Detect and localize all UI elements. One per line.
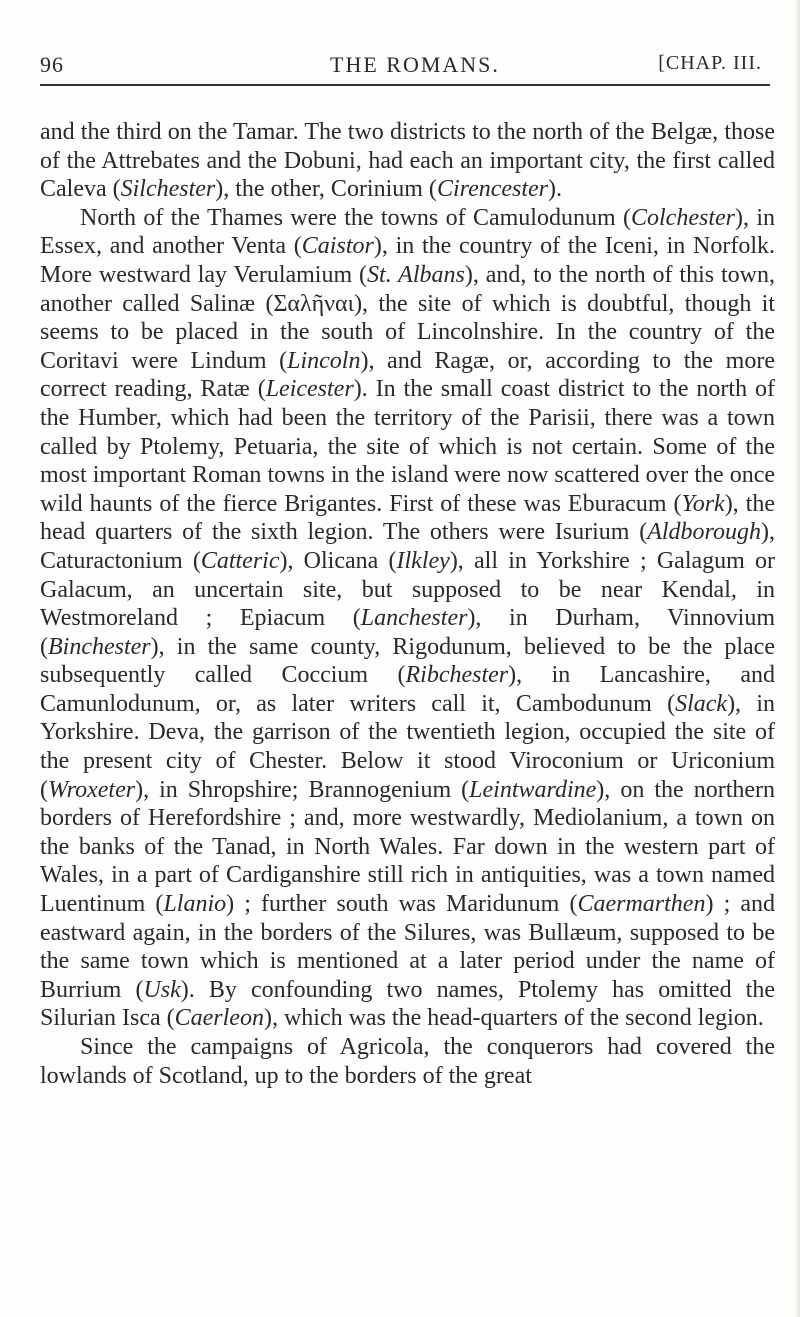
italic-place-name: Aldborough <box>647 519 761 546</box>
chapter-label: [CHAP. III. <box>658 52 762 74</box>
text-run: ). In the small coast district to the north of the Humber, which had been the territory of the Parisii, there was a town called by Ptolemy, Petuaria, the site of which is not certain. Some of the most important Roman towns in the island were now scattered over the once wild haunts of the fierce Brigantes. First of these was Eburacum ( <box>40 376 775 517</box>
paragraph <box>40 118 775 204</box>
text-run: ), which was the head-quarters of the second legion. <box>263 1005 764 1032</box>
text-run: and the third on the Tamar. The two districts to the north of the Belgæ, those of the Attrebates and the Dobuni, had each an important city, the first called Caleva ( <box>40 119 775 203</box>
text-run: ), in Durham, Vinnovium ( <box>40 605 775 660</box>
italic-place-name: Colchester <box>631 204 735 231</box>
running-title: THE ROMANS. <box>330 52 500 77</box>
italic-place-name: Lanchester <box>360 605 468 632</box>
italic-place-name: Ribchester <box>405 662 509 689</box>
text-run: North of the Thames were the towns of Camulodunum ( <box>80 204 631 231</box>
italic-place-name: Binchester <box>48 633 151 660</box>
page-edge <box>794 0 800 1317</box>
italic-place-name: St. Albans <box>367 261 465 288</box>
italic-place-name: Slack <box>675 690 728 717</box>
paragraph <box>40 204 775 1033</box>
text-run: ). By confounding two names, Ptolemy has omitted the Silurian Isca ( <box>40 976 776 1032</box>
text-run: ). <box>548 176 563 203</box>
text-run: ), Olicana ( <box>279 547 397 574</box>
running-head <box>40 52 770 82</box>
italic-place-name: Llanio <box>163 891 227 918</box>
italic-place-name: Silchester <box>120 176 216 203</box>
text-run: ) ; further south was Maridunum ( <box>226 891 578 918</box>
italic-place-name: Caermarthen <box>577 891 706 918</box>
text-run: ), in Shropshire; Brannogenium ( <box>135 776 470 803</box>
text-run: ) ; and eastward again, in the borders of the Silures, was Bullæum, supposed to be the same town which is mentioned at a later period under the name of Burrium ( <box>40 891 776 1003</box>
text-run: Since the campaigns of Agricola, the conquerors had covered the lowlands of Scotland, up to the borders of the great <box>40 1034 775 1089</box>
text-run: ), in the country of the Iceni, in Norfolk. More westward lay Verulamium ( <box>40 233 775 288</box>
italic-place-name: Leicester <box>265 376 354 403</box>
italic-place-name: Caistor <box>301 233 374 260</box>
text-run: ), all in Yorkshire ; Galagum or Galacum, an uncertain site, but supposed to be near Kendal, in Westmoreland ; Epiacum ( <box>40 547 776 632</box>
body-text <box>40 118 775 1090</box>
text-run: ), and Ragæ, or, according to the more correct reading, Ratæ ( <box>40 347 775 403</box>
italic-place-name: York <box>681 490 725 517</box>
italic-place-name: Usk <box>143 976 181 1003</box>
text-run: ), in Yorkshire. Deva, the garrison of the twentieth legion, occupied the site of the present city of Chester. Below it stood Viroconium or Uriconium ( <box>40 690 775 803</box>
italic-place-name: Wroxeter <box>48 776 136 803</box>
italic-place-name: Lincoln <box>287 347 361 374</box>
text-run: ), Caturactonium ( <box>40 519 775 574</box>
italic-place-name: Cirencester <box>436 176 549 203</box>
paragraph <box>40 1033 775 1090</box>
italic-place-name: Caerleon <box>174 1005 264 1032</box>
text-run: ), the head quarters of the sixth legion. The others were Isurium ( <box>40 490 776 546</box>
italic-place-name: Ilkley <box>396 547 450 574</box>
italic-place-name: Leintwardine <box>469 776 597 803</box>
text-run: ), in the same county, Rigodunum, believed to be the place subsequently called Coccium ( <box>40 633 775 689</box>
text-run: ), in Essex, and another Venta ( <box>40 204 776 260</box>
text-run: ), and, to the north of this town, another called Salinæ (Σαλῆναι), the site of which is doubtful, though it seems to be placed in the south of Lincolnshire. In the country of the Coritavi were Lindum ( <box>40 261 775 374</box>
text-run: ), in Lancashire, and Camunlodunum, or, as later writers call it, Cambodunum ( <box>40 662 775 717</box>
page-number: 96 <box>40 52 64 77</box>
header-rule <box>40 84 770 86</box>
text-run: ), the other, Corinium ( <box>215 176 437 203</box>
text-run: ), on the northern borders of Herefordshire ; and, more westwardly, Mediolanium, a town on the banks of the Tanad, in North Wales. Far down in the western part of Wales, in a part of Cardiganshire still rich in antiquities, was a town named Luentinum ( <box>40 776 776 918</box>
italic-place-name: Catteric <box>200 547 280 574</box>
